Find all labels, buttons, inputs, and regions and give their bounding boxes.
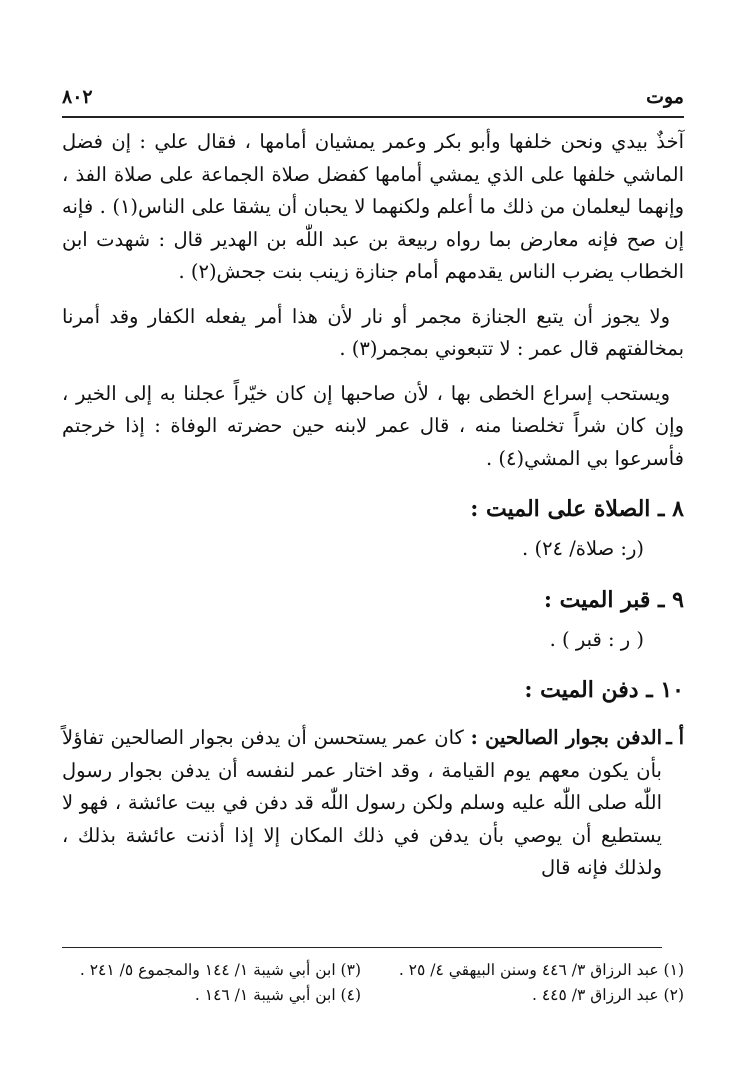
main-text xyxy=(62,126,684,885)
cross-reference-8: (ر: صلاة/ ٢٤) . xyxy=(522,537,644,560)
cross-reference-9: ( ر : قبر ) . xyxy=(549,627,644,651)
paragraph-2: ولا يجوز أن يتبع الجنازة مجمر أو نار لأن هذا أمر يفعله الكفار وقد أمرنا بمخالفتهم قال عمر : لا تتبعوني بمجمر(٣) . xyxy=(62,304,684,360)
section-heading-9: ٩ ـ قبر الميت : xyxy=(543,586,684,613)
footnote-3: (٣) ابن أبي شيبة ١/ ١٤٤ والمجموع ٥/ ٢٤١ . xyxy=(79,961,361,979)
running-title: موت xyxy=(646,86,684,108)
footnote-4: (٤) ابن أبي شيبة ١/ ١٤٦ . xyxy=(194,986,361,1004)
footnote-1: (١) عبد الرزاق ٣/ ٤٤٦ وسنن البيهقي ٤/ ٢٥ . xyxy=(398,961,684,979)
footnote-2: (٢) عبد الرزاق ٣/ ٤٤٥ . xyxy=(531,986,684,1004)
header-rule xyxy=(62,116,684,118)
footnote-rule xyxy=(62,947,662,948)
footnotes xyxy=(62,958,684,1008)
paragraph-1: آخذٌ بيدي ونحن خلفها وأبو بكر وعمر يمشيان أمامها ، فقال علي : إن فضل الماشي خلفها على الذي يمشي أمامها كفضل صلاة الجماعة على صلاة الفذ ، وإنهما ليعلمان من ذلك ما أعلم ولكنهما لا يحبان أن يشقا على الناس(١) . فإنه إن صح فإنه معارض بما رواه ربيعة بن عبد اللّٰه بن الهدير قال : شهدت ابن الخطاب يضرب الناس يقدمهم أمام جنازة زينب بنت جحش(٢) . xyxy=(62,130,684,283)
section-heading-8: ٨ ـ الصلاة على الميت : xyxy=(470,496,684,522)
list-item-body xyxy=(62,722,662,885)
page-header xyxy=(62,82,684,112)
list-item-a xyxy=(62,722,684,885)
list-item-text: كان عمر يستحسن أن يدفن بجوار الصالحين تفاؤلاً بأن يكون معهم يوم القيامة ، وقد اختار عمر لنفسه أن يدفن بجوار رسول اللّٰه صلى اللّٰه عليه وسلم ولكن رسول اللّٰه قد دفن في بيت عائشة ، فهو لا يستطيع أن يوصي بأن يدفن في ذلك المكان إلا إذا أذنت عائشة بذلك ، ولذلك فإنه قال xyxy=(62,726,662,879)
list-item-title: الدفن بجوار الصالحين : xyxy=(470,726,662,749)
section-heading-10: ١٠ ـ دفن الميت : xyxy=(524,677,684,703)
page-number: ٨٠٢ xyxy=(62,86,93,108)
list-marker: أ ـ xyxy=(666,726,684,749)
paragraph-3: ويستحب إسراع الخطى بها ، لأن صاحبها إن كان خيّراً عجلنا به إلى الخير ، وإن كان شراً تخلصنا منه ، قال عمر لابنه حين حضرته الوفاة : إذا خرجتم فأسرعوا بي المشي(٤) . xyxy=(62,381,684,470)
